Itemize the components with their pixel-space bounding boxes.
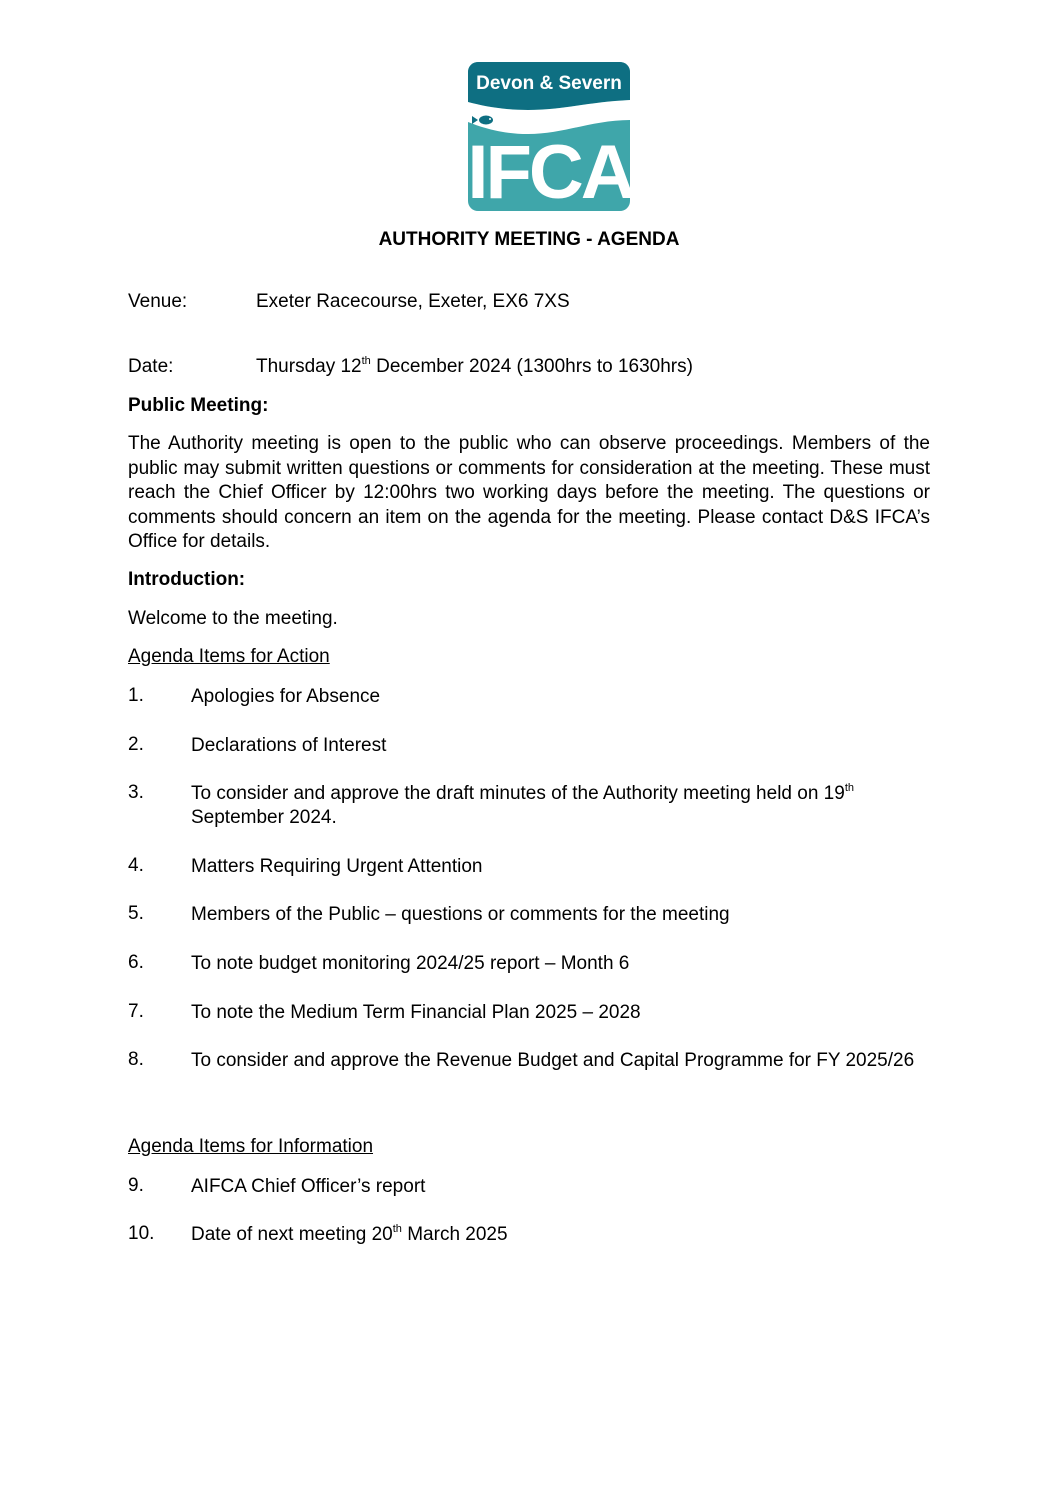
agenda-item-text-post: March 2025 — [401, 1224, 508, 1245]
agenda-item-text: To consider and approve the Revenue Budget and Capital Programme for FY 2025/26 — [191, 1050, 915, 1071]
agenda-item-number: 10. — [128, 1223, 155, 1244]
agenda-item-number: 4. — [128, 855, 144, 876]
agenda-item-number: 3. — [128, 782, 144, 803]
date-label: Date: — [128, 356, 174, 377]
agenda-item-number: 1. — [128, 685, 144, 706]
agenda-item-superscript: th — [844, 782, 854, 794]
agenda-item-text: To note budget monitoring 2024/25 report – Month 6 — [191, 953, 630, 974]
introduction-heading: Introduction: — [128, 569, 246, 590]
agenda-item-number: 5. — [128, 903, 144, 924]
agenda-item-text: Members of the Public – questions or comments for the meeting — [191, 904, 730, 925]
agenda-item-text-pre: Date of next meeting 20 — [191, 1224, 393, 1245]
venue-label: Venue: — [128, 291, 188, 312]
public-meeting-heading: Public Meeting: — [128, 395, 269, 416]
ifca-logo-graphic — [468, 62, 630, 211]
agenda-item-number: 8. — [128, 1049, 144, 1070]
agenda-item-text — [191, 1223, 936, 1247]
agenda-item-superscript: th — [392, 1223, 402, 1235]
date-text-pre: Thursday 12 — [256, 356, 362, 377]
venue-value: Exeter Racecourse, Exeter, EX6 7XS — [256, 291, 570, 312]
public-meeting-text: The Authority meeting is open to the public who can observe proceedings. Members of the public may submit written questions or comments for consideration at the meeting. These must reach the Chief Officer by 12:00hrs two working days before the meeting. The questions or comments should concern an item on the agenda for the meeting. Please contact D&S IFCA’s Office for details. — [128, 433, 930, 553]
introduction-text: Welcome to the meeting. — [128, 608, 338, 629]
date-text-post: December 2024 (1300hrs to 1630hrs) — [370, 356, 693, 377]
agenda-item-text: AIFCA Chief Officer’s report — [191, 1176, 426, 1197]
agenda-item-text: Declarations of Interest — [191, 735, 387, 756]
ifca-logo — [468, 62, 630, 211]
date-superscript: th — [361, 355, 371, 367]
logo-top-text: Devon & Severn — [476, 73, 622, 94]
agenda-item-text-line1: To consider and approve the draft minutes of the Authority meeting held on 19 — [191, 783, 845, 804]
agenda-item-text: Apologies for Absence — [191, 686, 381, 707]
page-title: AUTHORITY MEETING - AGENDA — [378, 229, 680, 250]
agenda-item-text: To note the Medium Term Financial Plan 2025 – 2028 — [191, 1002, 641, 1023]
information-section-heading: Agenda Items for Information — [128, 1136, 374, 1157]
action-section-heading: Agenda Items for Action — [128, 646, 330, 667]
agenda-item-number: 6. — [128, 952, 144, 973]
logo-main-text: IFCA — [468, 130, 630, 211]
agenda-item-text-line2: September 2024. — [191, 807, 337, 828]
date-value — [256, 356, 693, 378]
agenda-item-number: 9. — [128, 1175, 144, 1196]
agenda-item-text: Matters Requiring Urgent Attention — [191, 856, 483, 877]
agenda-item-text — [191, 782, 936, 830]
agenda-item-number: 2. — [128, 734, 144, 755]
agenda-item-number: 7. — [128, 1001, 144, 1022]
